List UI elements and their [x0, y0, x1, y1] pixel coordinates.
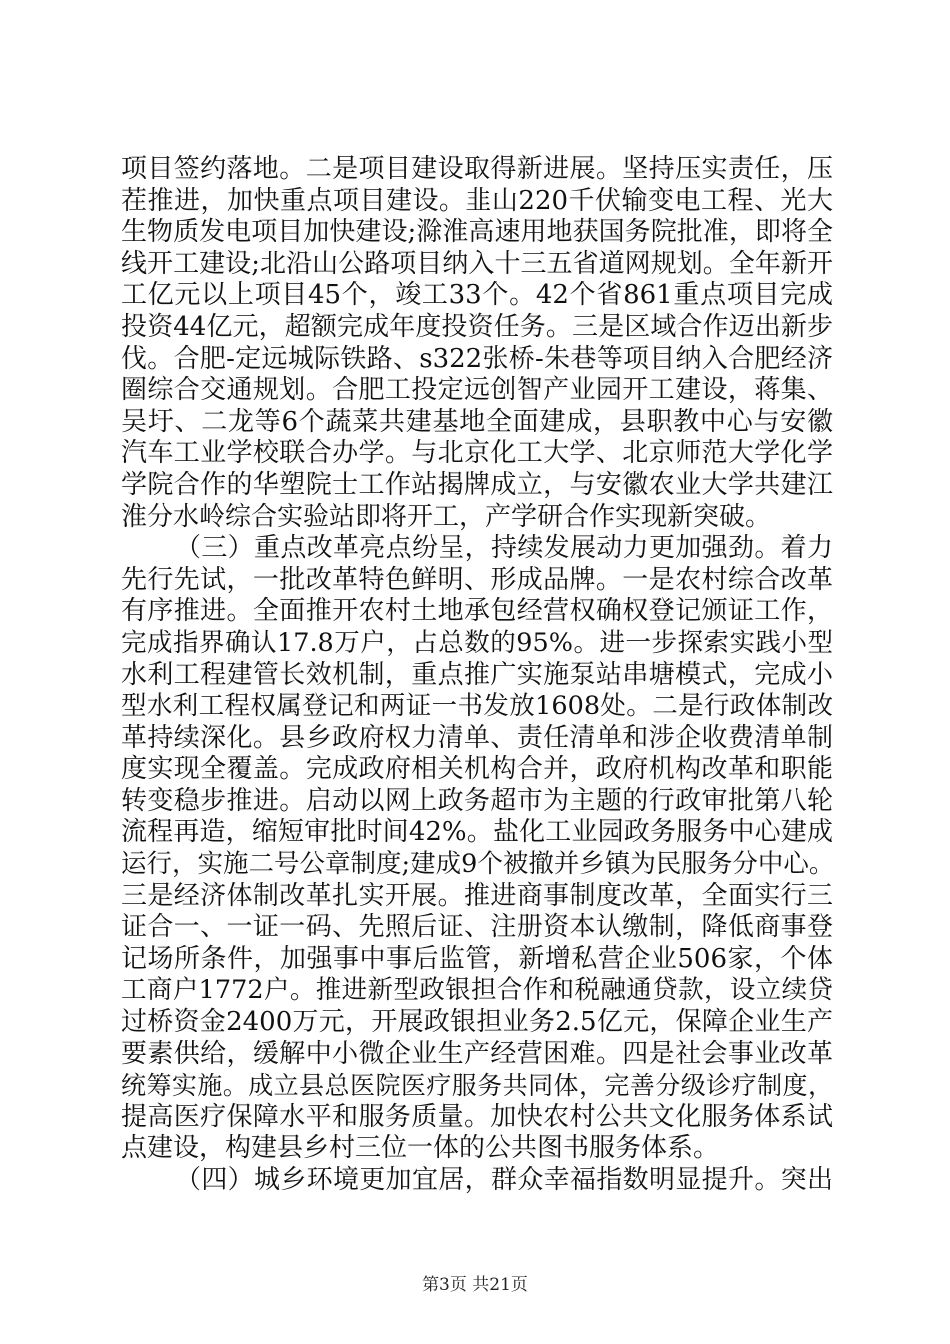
text-line: 吴圩、二龙等6个蔬菜共建基地全面建成，县职教中心与安徽: [121, 406, 833, 437]
text-line: 伐。合肥-定远城际铁路、s322张桥-朱巷等项目纳入合肥经济: [121, 343, 833, 374]
text-line: 生物质发电项目加快建设;滁淮高速用地获国务院批准，即将全: [121, 217, 833, 248]
text-line: 转变稳步推进。启动以网上政务超市为主题的行政审批第八轮: [121, 785, 833, 816]
text-line: 记场所条件，加强事中事后监管，新增私营企业506家，个体: [121, 943, 833, 974]
text-line: 过桥资金2400万元，开展政银担业务2.5亿元，保障企业生产: [121, 1007, 833, 1038]
text-line: 型水利工程权属登记和两证一书发放1608处。二是行政体制改: [121, 691, 833, 722]
text-line: 要素供给，缓解中小微企业生产经营困难。四是社会事业改革: [121, 1038, 833, 1069]
text-line: 工商户1772户。推进新型政银担合作和税融通贷款，设立续贷: [121, 975, 833, 1006]
text-line: 证合一、一证一码、先照后证、注册资本认缴制，降低商事登: [121, 912, 833, 943]
text-line: 投资44亿元，超额完成年度投资任务。三是区域合作迈出新步: [121, 311, 833, 342]
text-line: 运行，实施二号公章制度;建成9个被撤并乡镇为民服务分中心。: [121, 849, 835, 880]
text-line: 茬推进，加快重点项目建设。韭山220千伏输变电工程、光大: [121, 185, 833, 216]
text-line: 提高医疗保障水平和服务质量。加快农村公共文化服务体系试: [121, 1101, 833, 1132]
text-line: 先行先试，一批改革特色鲜明、形成品牌。一是农村综合改革: [121, 564, 833, 595]
text-line: 点建设，构建县乡村三位一体的公共图书服务体系。: [121, 1133, 720, 1164]
section-heading-line: （四）城乡环境更加宜居，群众幸福指数明显提升。突出: [175, 1165, 833, 1195]
section-heading-line: （三）重点改革亮点纷呈，持续发展动力更加强劲。着力: [175, 533, 833, 564]
text-line: 统筹实施。成立县总医院医疗服务共同体，完善分级诊疗制度，: [121, 1071, 833, 1101]
text-line: 学院合作的华塑院士工作站揭牌成立，与安徽农业大学共建江: [121, 469, 833, 500]
text-line: 工亿元以上项目45个，竣工33个。42个省861重点项目完成: [121, 280, 833, 311]
text-line: 圈综合交通规划。合肥工投定远创智产业园开工建设，蒋集、: [121, 375, 833, 406]
text-line: 淮分水岭综合实验站即将开工，产学研合作实现新突破。: [121, 501, 772, 532]
text-line: 完成指界确认17.8万户，占总数的95%。进一步探索实践小型: [121, 627, 833, 658]
text-line: 线开工建设;北沿山公路项目纳入十三五省道网规划。全年新开: [121, 248, 833, 279]
document-body: [121, 154, 833, 1197]
text-line: 流程再造，缩短审批时间42%。盐化工业园政务服务中心建成: [121, 817, 833, 848]
page-number-footer: 第3页 共21页: [422, 1275, 528, 1295]
text-line: 有序推进。全面推开农村土地承包经营权确权登记颁证工作，: [121, 596, 833, 627]
text-line: 水利工程建管长效机制，重点推广实施泵站串塘模式，完成小: [121, 659, 833, 690]
text-line: 项目签约落地。二是项目建设取得新进展。坚持压实责任，压: [121, 154, 833, 184]
text-line: 度实现全覆盖。完成政府相关机构合并，政府机构改革和职能: [121, 754, 833, 785]
text-line: 汽车工业学校联合办学。与北京化工大学、北京师范大学化学: [121, 438, 833, 469]
text-line: 三是经济体制改革扎实开展。推进商事制度改革，全面实行三: [121, 880, 833, 911]
text-line: 革持续深化。县乡政府权力清单、责任清单和涉企收费清单制: [121, 722, 833, 753]
